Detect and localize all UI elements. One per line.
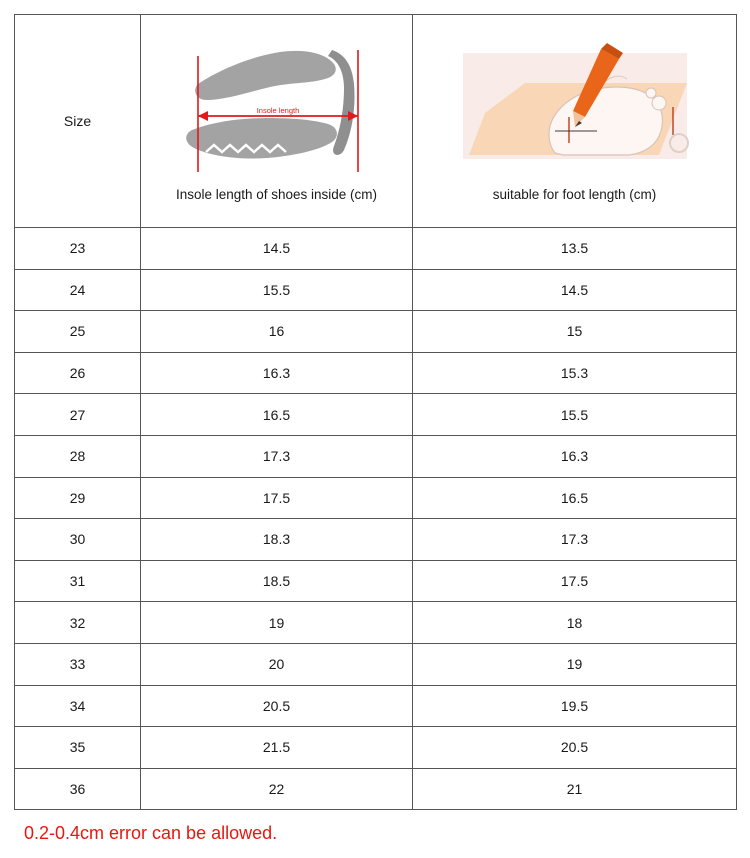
cell-size: 26 <box>15 352 141 394</box>
cell-insole: 16 <box>141 311 413 353</box>
cell-size: 36 <box>15 768 141 810</box>
cell-insole: 17.3 <box>141 435 413 477</box>
table-header-row <box>15 15 737 228</box>
cell-foot: 17.3 <box>413 519 737 561</box>
insole-caption: Insole length of shoes inside (cm) <box>175 187 378 202</box>
cell-insole: 18.5 <box>141 560 413 602</box>
table-row <box>15 643 737 685</box>
table-row <box>15 685 737 727</box>
cell-foot: 20.5 <box>413 727 737 769</box>
cell-foot: 14.5 <box>413 269 737 311</box>
cell-insole: 20 <box>141 643 413 685</box>
header-size-label: Size <box>63 113 92 129</box>
cell-insole: 20.5 <box>141 685 413 727</box>
table-row <box>15 602 737 644</box>
cell-insole: 15.5 <box>141 269 413 311</box>
cell-size: 35 <box>15 727 141 769</box>
cell-foot: 16.5 <box>413 477 737 519</box>
cell-insole: 17.5 <box>141 477 413 519</box>
cell-size: 27 <box>15 394 141 436</box>
foot-measure-photo <box>413 15 736 187</box>
cell-size: 24 <box>15 269 141 311</box>
shoe-insole-diagram <box>141 15 412 187</box>
cell-insole: 22 <box>141 768 413 810</box>
cell-size: 32 <box>15 602 141 644</box>
foot-caption: suitable for foot length (cm) <box>492 187 657 202</box>
cell-insole: 16.5 <box>141 394 413 436</box>
insole-length-arrow-label: Insole length <box>256 106 299 115</box>
table-row <box>15 560 737 602</box>
cell-size: 34 <box>15 685 141 727</box>
cell-insole: 14.5 <box>141 228 413 270</box>
table-row <box>15 727 737 769</box>
cell-insole: 19 <box>141 602 413 644</box>
cell-insole: 21.5 <box>141 727 413 769</box>
cell-foot: 21 <box>413 768 737 810</box>
error-tolerance-note: 0.2-0.4cm error can be allowed. <box>24 823 278 843</box>
header-insole-cell <box>141 15 413 228</box>
cell-size: 31 <box>15 560 141 602</box>
cell-foot: 15.5 <box>413 394 737 436</box>
cell-size: 33 <box>15 643 141 685</box>
cell-foot: 15 <box>413 311 737 353</box>
header-foot-cell <box>413 15 737 228</box>
cell-foot: 15.3 <box>413 352 737 394</box>
cell-foot: 19 <box>413 643 737 685</box>
cell-foot: 13.5 <box>413 228 737 270</box>
cell-foot: 17.5 <box>413 560 737 602</box>
table-row <box>15 435 737 477</box>
cell-size: 28 <box>15 435 141 477</box>
table-row <box>15 352 737 394</box>
cell-foot: 18 <box>413 602 737 644</box>
cell-size: 23 <box>15 228 141 270</box>
header-size-cell <box>15 15 141 228</box>
cell-size: 25 <box>15 311 141 353</box>
cell-size: 29 <box>15 477 141 519</box>
cell-foot: 19.5 <box>413 685 737 727</box>
table-row <box>15 519 737 561</box>
table-row <box>15 311 737 353</box>
cell-insole: 18.3 <box>141 519 413 561</box>
table-row <box>15 228 737 270</box>
cell-size: 30 <box>15 519 141 561</box>
size-table <box>14 14 737 810</box>
cell-insole: 16.3 <box>141 352 413 394</box>
table-row <box>15 768 737 810</box>
cell-foot: 16.3 <box>413 435 737 477</box>
table-row <box>15 394 737 436</box>
table-row <box>15 477 737 519</box>
table-row <box>15 269 737 311</box>
